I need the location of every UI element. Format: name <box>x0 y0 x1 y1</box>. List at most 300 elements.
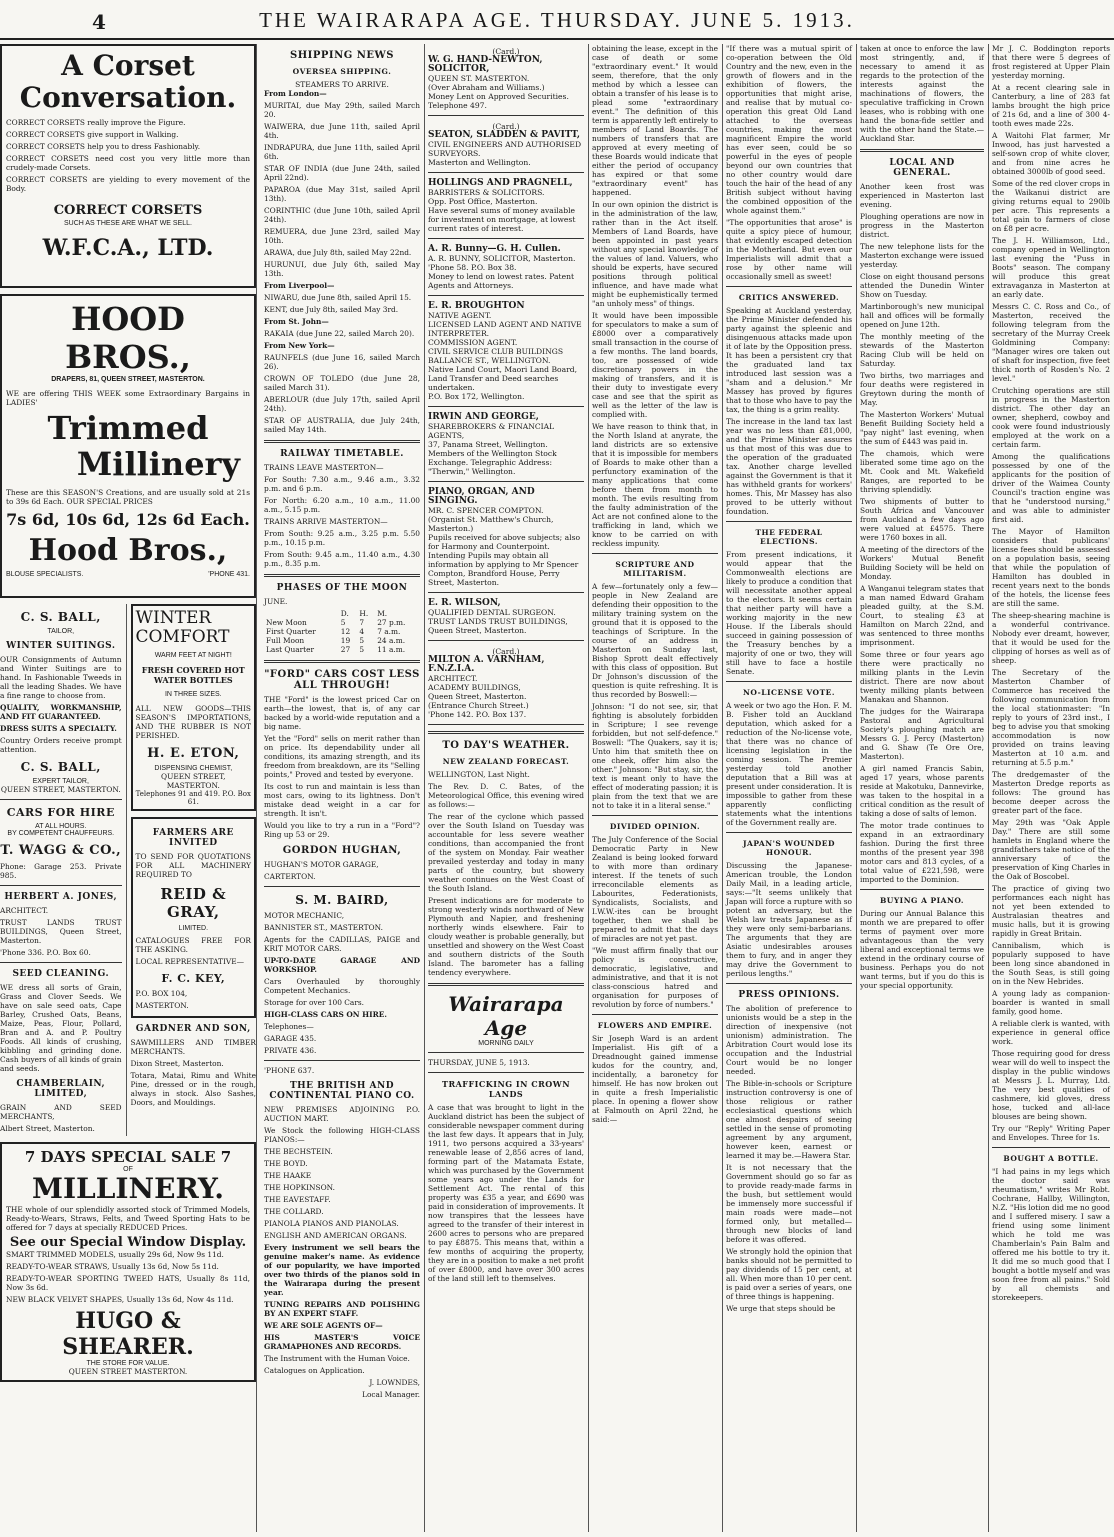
seed-text: WE dress all sorts of Grain, Grass and Clover Seeds. We have on sale seed oats, Cape Barley, Crushed Oats, Beans, Maize, Peas, Flour, Pollard, Bran and A. and P. Poultry Foods. All kinds of crushing, kibbling and grinding done. Cash buyers of all kinds of grain and seeds. <box>0 983 122 1073</box>
ad-winter-comfort <box>131 604 256 811</box>
piano-buy-head: BUYING A PIANO. <box>879 896 965 905</box>
column-editorial-2 <box>722 44 857 1532</box>
card-divider <box>428 238 584 239</box>
cars-phone: Phone: Garage 253. Private 985. <box>0 862 122 880</box>
moon-cell: 27 <box>340 645 351 654</box>
professional-card <box>428 599 584 641</box>
corset-item: CORRECT CORSETS give support in Walking. <box>6 130 179 139</box>
piano-stock: We Stock the following HIGH-CLASS PIANOS:— <box>264 1126 420 1144</box>
ship-newyork-list <box>264 353 420 434</box>
farmers-town: MASTERTON. <box>135 1001 189 1010</box>
bottle-text: "I had pains in my legs which the doctor said was rheumatism," writes Mr Robt. Cochrane, Hallby, Willington, N.Z. "His lotion did me no good and I suffered misery. I saw a friend using some liniment which he told me was Chamberlain's Pain Balm and offered me his bottle to try it. It did me so much good that I bought a bottle myself and was soon free from all pains." Sold by all chemists and storekeepers. <box>992 1167 1110 1302</box>
farmers-cat: CATALOGUES FREE FOR THE ASKING. <box>135 936 251 954</box>
weather-p3: Present indications are for moderate to strong westerly winds northward of New Plymouth and Napier, and freshening northerly winds elsewhere. Fair to cloudy weather is probable generally, but unsettled and showery on the West Coast and southern districts of the South Island. The barometer has a falling tendency everywhere. <box>428 896 584 977</box>
card-line: ARCHITECT. <box>428 674 478 683</box>
c8-items <box>992 44 1110 1142</box>
press-p5: We urge that steps should be <box>726 1304 836 1313</box>
c7-p1: taken at once to enforce the law most stringently, and, if necessary to amend it as regards to the protection of the interests against the machinations of flowers, the speculative trafficking in Crown leases, who is robbing with one hand the bona-fide settler and with the other hand the State.—Auckland Star. <box>860 44 984 143</box>
page-number: 4 <box>92 10 106 34</box>
nolicense-head: NO-LICENSE VOTE. <box>743 688 835 697</box>
baird-hire: HIGH-CLASS CARS ON HIRE. <box>264 1010 387 1019</box>
professional-card <box>428 179 584 239</box>
card-name: E. R. BROUGHTON <box>428 301 525 311</box>
ball-name: C. S. BALL, <box>20 610 101 624</box>
farmers-name: REID & GRAY, <box>160 885 227 921</box>
shipping-from-liverpool: From Liverpool— <box>264 281 335 290</box>
ship-entry: WAIWERA, due June 11th, sailed April 4th. <box>264 122 420 140</box>
card-name: PIANO, ORGAN, AND SINGING. <box>428 487 535 506</box>
moon-cell: 5 <box>359 645 365 654</box>
card-name: A. R. Bunny—G. H. Cullen. <box>428 244 561 254</box>
piano-make: THE COLLARD. <box>264 1207 324 1216</box>
ship-entry: ABERLOUR (due July 17th, sailed April 24th). <box>264 395 420 413</box>
ad-hugo-shearer <box>0 1142 256 1382</box>
corset-item: CORRECT CORSETS need cost you very little more than crudely-made Corsets. <box>6 154 250 172</box>
ship-stjohn-list <box>264 329 420 338</box>
ball-role: EXPERT TAILOR, <box>32 778 89 785</box>
press-p2: The Bible-in-schools or Scripture instruction controversy is one of those religious or rather ecclesiastical questions which one almost despairs of seeing settled in the sense of promoting agreement by any argument, however keen, earnest or learned it may be.—Hawera Star. <box>726 1079 852 1160</box>
card-name: HOLLINGS AND PRAGNELL, <box>428 178 573 188</box>
moon-cell: 4 <box>359 627 365 636</box>
piano-make: ENGLISH AND AMERICAN ORGANS. <box>264 1231 407 1240</box>
card-line: A. R. BUNNY, SOLICITOR, Masterton. <box>428 254 576 263</box>
card-line: (Over Abraham and Williams.) <box>428 83 545 92</box>
local-item: At a recent clearing sale in Canterbury, a line of 283 fat lambs brought the high price of 21s 6d, and a line of 300 4-tooth ewes made 22s. <box>992 83 1110 128</box>
local-head: LOCAL AND GENERAL. <box>889 158 955 178</box>
winter-line2: IN THREE SIZES. <box>164 691 222 698</box>
moon-cell: 5 <box>359 636 365 645</box>
railway-from-south: From South: 9.25 a.m., 3.25 p.m. 5.50 p.m., 10.15 p.m. <box>264 529 420 547</box>
local-item: Some three or four years ago there were practically no milking plants in the Levin district. There are now about twenty milking plants between Manakau and Shannon. <box>860 650 984 704</box>
critics-p1: Speaking at Auckland yesterday, the Prime Minister defended his party against the spleenic and disingenuous attacks made upon it of late by the Opposition press. It has been a persistent cry that the graduated land tax introduced last session was a "sham and a delusion." Mr Massey has proved by figures that to those who have to pay the tax, the thing is a grim reality. <box>726 306 852 414</box>
winter-addr: QUEEN STREET, MASTERTON. <box>161 772 226 790</box>
piano-make: PIANOLA PIANOS AND PIANOLAS. <box>264 1219 399 1228</box>
railway-south: For South: 7.30 a.m., 9.46 a.m., 3.32 p.m. and 6 p.m. <box>264 475 420 493</box>
moon-table <box>264 609 420 654</box>
farmers-rep: LOCAL REPRESENTATIVE— <box>135 957 245 966</box>
gardner-name: GARDNER AND SON, <box>135 1024 251 1034</box>
card-line: QUEEN ST. MASTERTON. <box>428 74 530 83</box>
ford-name: GORDON HUGHAN, <box>282 845 402 856</box>
local-item: A Wanganui telegram states that a man named Edward Graham pleaded guilty, at the S.M. Court, to stealing £3 at Hamilton on March 22nd, and was sentenced to three months imprisonment. <box>860 584 984 647</box>
moon-cell: 27 p.m. <box>377 618 406 627</box>
critics-head: CRITICS ANSWERED. <box>738 293 840 302</box>
flowers-head: FLOWERS AND EMPIRE. <box>597 1021 713 1030</box>
piano-make: THE HOPKINSON. <box>264 1183 335 1192</box>
card-line: LICENSED LAND AGENT AND NATIVE INTERPRETER. <box>428 320 582 338</box>
card-line: Queen Street, Masterton. <box>428 626 527 635</box>
piano-make: THE EAVESTAFF. <box>264 1195 331 1204</box>
sale-window: See our Special Window Display. <box>9 1235 247 1250</box>
card-divider <box>428 592 584 593</box>
c5-p2: In our own opinion the district is in the administration of the law, rather than in the Act itself. Members of Land Boards, have been appointed in past years without any special knowledge of the values of land. Valuers, who should be experts, have secured positions through political influence, and have made what might be euphemistically termed "an unholy mess" of things. <box>592 200 718 308</box>
piano-make: THE HAAKE <box>264 1171 312 1180</box>
ford-head: "FORD" CARS COST LESS ALL THROUGH! <box>264 669 420 691</box>
baird-storage: Storage for over 100 Cars. <box>264 998 365 1007</box>
local-item: Some of the red clover crops in the Waikanui district are giving returns equal to 290lb per acre. This represents a total gain to farmers of close on £8 per acre. <box>992 179 1110 233</box>
moon-col-d: D. <box>340 609 349 618</box>
card-line: Money Lent on Approved Securities. <box>428 92 569 101</box>
moon-cell: 11 a.m. <box>377 645 406 654</box>
card-divider <box>428 295 584 296</box>
hood-prices: 7s 6d, 10s 6d, 12s 6d Each. <box>6 510 250 529</box>
winter-head1: WINTER <box>135 608 212 628</box>
ship-entry: ARAWA, due July 8th, sailed May 22nd. <box>264 248 412 257</box>
local-item: Mr J. C. Boddington reports that there were 5 degrees of frost registered at Upper Plain yesterday morning. <box>992 44 1110 80</box>
local-item: A Waitohi Flat farmer, Mr Inwood, has just harvested a self-sown crop of white clover, and from nine acres he obtained 3000lb of good seed. <box>992 131 1110 176</box>
card-divider <box>428 481 584 482</box>
shipping-head: SHIPPING NEWS <box>290 50 394 61</box>
paper-sub: MORNING DAILY <box>478 1040 534 1047</box>
piano-make: THE BOYD. <box>264 1159 308 1168</box>
ford-p2: Yet the "Ford" sells on merit rather than on price. Its dependability under all conditions, its amazing strength, and its freedom from breakdown, are its "Selling points," Proved and tested by everyone. <box>264 734 420 779</box>
hood-footer-left: BLOUSE SPECIALISTS. <box>6 571 84 578</box>
ad-gardner <box>131 1024 256 1107</box>
ship-entry: MURITAI, due May 29th, sailed March 20. <box>264 101 420 119</box>
baird-tel: Telephones— <box>264 1022 314 1031</box>
local-item: Cannibalism, which is popularly supposed to have been long since abandoned in the South Seas, is still going on in the New Hebrides. <box>992 941 1110 986</box>
shipping-sub: OVERSEA SHIPPING. <box>292 67 392 76</box>
card-line: BARRISTERS & SOLICITORS. <box>428 188 545 197</box>
moon-cell: 12 <box>340 627 351 636</box>
baird-role: MOTOR MECHANIC, <box>264 911 345 920</box>
piano-name: THE BRITISH AND CONTINENTAL PIANO CO. <box>269 1081 415 1101</box>
card-line: CIVIL SERVICE CLUB BUILDINGS BALLANCE ST., WELLINGTON. <box>428 347 564 365</box>
ship-entry: RAKAIA (due June 22, sailed March 20). <box>264 329 415 338</box>
local-item: The sheep-shearing machine is a wonderful contrivance. Nobody ever dreamt, however, that it would be used for the clipping of horses as well as of sheep. <box>992 611 1110 665</box>
jones-role: ARCHITECT. <box>0 906 49 915</box>
card-name: IRWIN AND GEORGE, <box>428 412 539 422</box>
local-item: Two shipments of butter to South Africa and Vancouver from Auckland a few days ago were valued at £4575. There were 1760 boxes in all. <box>860 497 984 542</box>
shipping-from-stjohn: From St. John— <box>264 317 329 326</box>
ball-line3: Country Orders receive prompt attention. <box>0 736 122 754</box>
hood-addr: DRAPERS, 81, QUEEN STREET, MASTERTON. <box>51 376 205 383</box>
column-editorial-1 <box>588 44 723 1532</box>
piano-human: The Instrument with the Human Voice. <box>264 1354 410 1363</box>
press-p1: The abolition of preference to unionists would be a step in the direction of inexpensive (not unionism) administration. The Arbitration Court would lose its occupation and the Industrial Court would be no longer needed. <box>726 1004 852 1076</box>
card-line: SHAREBROKERS & FINANCIAL AGENTS, <box>428 422 555 440</box>
farmers-text: TO SEND FOR QUOTATIONS FOR ALL MACHINERY REQUIRED TO <box>135 852 251 879</box>
local-item: May 29th was "Oak Apple Day." There are still some hamlets in England where the grandfathers take notice of the anniversary of the preservation of King Charles in the Oak of Boscobel. <box>992 818 1110 881</box>
card-tag: (Card.) <box>492 122 520 131</box>
moon-cell: 5 <box>340 618 346 627</box>
shipping-from-london: From London— <box>264 89 327 98</box>
card-line: Opp. Post Office, Masterton. <box>428 197 538 206</box>
column-cards <box>424 44 589 1532</box>
c5-p4: We have reason to think that, in the North Island at anyrate, the land districts are so extensive that it is impossible for members of Boards to make other than a perfunctory examination of the many applications that come before them from month to month. The evils resulting from the faulty administration of the Act are not confined alone to the trafficking in land, which we know to be carried on with reckless impunity. <box>592 422 718 548</box>
farmers-box: P.O. BOX 104, <box>135 989 188 998</box>
card-name: W. G. HAND-NEWTON, SOLICITOR, <box>428 55 543 74</box>
shipping-from-newyork: From New York— <box>264 341 335 350</box>
column-1 <box>0 44 257 1532</box>
cars-by: BY COMPETENT CHAUFFEURS. <box>7 830 115 837</box>
card-divider <box>428 115 584 116</box>
farmers-head: FARMERS ARE INVITED <box>152 828 234 848</box>
local-item: A meeting of the directors of the Workers' Mutual Benefit Building Society will be held on Monday. <box>860 545 984 581</box>
professional-cards <box>428 47 584 725</box>
corset-item: CORRECT CORSETS really improve the Figure. <box>6 118 186 127</box>
japan-p1: Discussing the Japanese-American trouble, the London Daily Mail, in a leading article, says:—"It seems unlikely that Japan will force a rupture with so potent an adversary, but the Welsh law treats Japanese as if they were only semi-barbarians. The arguments that they are Asiatic undesirables arouses them to fury, and in anger they may drive the Government to perilous lengths." <box>726 861 852 978</box>
corset-line2: Conversation. <box>19 81 237 114</box>
c6-p1: "If there was a mutual spirit of co-operation between the Old Country and the new, even in the growth of flowers and in the exhibition of flowers, the opportunities that might arise, and realise that by mutual co-operation this great Old Land attached to the overseas countries, making the most magnificent Empire the world has ever seen, could be so powerful in the eyes of people beyond our own countries that no other country would dare touch the hair of the head of any British subject without having the combined opposition of the whole against them." <box>726 44 852 215</box>
sale-item: READY-TO-WEAR SPORTING TWEED HATS, Usually 8s 11d, Now 3s 6d. <box>6 1274 250 1292</box>
sale-tag: THE STORE FOR VALUE. <box>86 1360 170 1367</box>
local-item: A reliable clerk is wanted, with experience in general office work. <box>992 1019 1110 1046</box>
ship-entry: CROWN OF TOLEDO (due June 28, sailed March 31). <box>264 374 420 392</box>
ship-entry: PAPAROA (due May 31st, sailed April 13th). <box>264 185 420 203</box>
ball-line2: DRESS SUITS A SPECIALTY. <box>0 724 117 733</box>
winter-text: ALL NEW GOODS—THIS SEASON'S IMPORTATIONS, AND THE RUBBER IS NOT PERISHED. <box>135 704 251 740</box>
scripture-p1: A few—fortunately only a few—people in New Zealand are defending their opposition to the military training system on the ground that it is opposed to the teachings of Scripture. In the course of an address in Masterton on Sunday last, Bishop Sprott dealt effectively with this class of opposition. But Dr Johnson's discussion of the question is quite refreshing. It is thus recorded by Boswell:— <box>592 582 718 699</box>
card-line: (Entrance Church Street.) <box>428 701 529 710</box>
card-line: COMMISSION AGENT. <box>428 338 518 347</box>
baird-garage-no: GARAGE 435. <box>264 1034 317 1043</box>
piano-sig1: J. LOWNDES, <box>369 1378 420 1387</box>
winter-name: H. E. ETON, <box>147 746 240 761</box>
card-line: MR. C. SPENCER COMPTON. <box>428 506 544 515</box>
sale-of: OF <box>123 1166 133 1173</box>
card-line: ACADEMY BUILDINGS, <box>428 683 521 692</box>
card-line: Masterton and Wellington. <box>428 158 531 167</box>
card-tag: (Card.) <box>492 647 520 656</box>
moon-cell: 19 <box>340 636 351 645</box>
paper-p1: A case that was brought to light in the Auckland district has been the subject of considerable newspaper comment during the last few days. It appears that in July, 1911, two persons acquired a 33-years' renewable lease of 2,856 acres of land, forming part of the Matamata Estate, which was purchased by the Government some years ago under the Lands for Settlement Act. The rental of this property was £35 a year, and £690 was paid in consideration of improvements. It now transpires that the lessees have agreed to the transfer of their interest in 2600 acres to persons who are prepared to pay £8875. This means that, within a few months of acquiring the property, they are in a position to make a net profit of over £8000, and have over 300 acres of the land still left to themselves. <box>428 1103 584 1283</box>
hood-big1: Trimmed <box>47 409 209 447</box>
card-line: (Organist St. Matthew's Church, Masterton.) <box>428 515 554 533</box>
moon-cell: 7 <box>359 618 365 627</box>
gardner-addr: Dixon Street, Masterton. <box>130 1059 224 1068</box>
piano-list <box>264 1147 420 1240</box>
divided-p1: The July Conference of the Social Democratic Party in New Zealand is being looked forward to with more than ordinary interest. If the tenets of such irreconcilable elements as Labourites, Federationists, Syndicalists, Socialists, and I.W.W.-ites can be brought together, then we shall be prepared to admit that the days of miracles are not yet past. <box>592 835 718 943</box>
moon-col-h: H. <box>359 609 369 618</box>
moon-row <box>264 627 420 636</box>
hood-big2: Millinery <box>76 445 240 483</box>
sale-item: SMART TRIMMED MODELS, usually 29s 6d, Now 9s 11d. <box>6 1250 224 1259</box>
card-line: 37, Panama Street, Wellington. <box>428 440 548 449</box>
local-item: The practice of giving two performances each night has not yet been extended to Australasian theatres and music halls, but it is growing rapidly in Great Britain. <box>992 884 1110 938</box>
c6-p2: "The opportunities that arose" is quite a spicy piece of humour, that evidently escaped detection in the Motherland. But even our Imperialists will admit that a rose by other name will occasionally smell as sweet! <box>726 218 852 281</box>
railway-north: For North: 6.20 a.m., 10 a.m., 11.00 a.m., 5.15 p.m. <box>264 496 420 514</box>
moon-month: JUNE. <box>264 597 288 606</box>
ship-entry: NIWARU, due June 8th, sailed April 15. <box>264 293 412 302</box>
ad-farmers <box>131 817 256 1018</box>
farmers-sub: LIMITED. <box>178 925 209 932</box>
hood-name2: Hood Bros., <box>28 533 228 568</box>
local-item: Among the qualifications possessed by one of the applicants for the position of driver of the Waimea County Council's traction engine was that he "understood nursing," and was able to administer first aid. <box>992 452 1110 524</box>
moon-col-m: M. <box>377 609 388 618</box>
ball-line1: QUALITY, WORKMANSHIP, AND FIT GUARANTEED. <box>0 703 122 721</box>
card-line: NATIVE AGENT. <box>428 311 492 320</box>
scripture-head: SCRIPTURE AND MILITARISM. <box>615 560 695 578</box>
piano-buy-text: During our Annual Balance this month we are prepared to offer terms of payment over more advantageous than the very liberal and exceptional terms we extend in the ordinary course of business. Perhaps you do not want terms, but if you do this is your special opportunity. <box>860 909 984 990</box>
seed-addr: Albert Street, Masterton. <box>0 1124 95 1133</box>
corset-line1: A Corset <box>61 49 195 82</box>
moon-cell: Full Moon <box>266 636 305 645</box>
corset-firm: W.F.C.A., LTD. <box>42 235 214 261</box>
professional-card <box>428 647 584 725</box>
divided-p2: "We must affirm finally that our policy is constructive, democratic, legislative, and administrative, and that it is not class-conscious hatred and organisation for purposes of revolution by force of numbers." <box>592 946 718 1009</box>
local-item: Ploughing operations are now in progress in the Masterton district. <box>860 212 984 239</box>
professional-card <box>428 413 584 482</box>
shipping-steamers: STEAMERS TO ARRIVE. <box>295 80 389 89</box>
gardner-role: SAWMILLERS AND TIMBER MERCHANTS. <box>130 1038 256 1056</box>
moon-row <box>264 618 420 627</box>
winter-line1: FRESH COVERED HOT WATER BOTTLES <box>141 665 245 685</box>
japan-head: JAPAN'S WOUNDED HONOUR. <box>742 839 836 857</box>
card-line: P.O. Box 172, Wellington. <box>428 392 525 401</box>
ship-entry: HURUNUI, due July 6th, sailed May 13th. <box>264 260 420 278</box>
ad-corset <box>0 44 256 288</box>
winter-head2: COMFORT <box>135 627 230 647</box>
moon-row <box>264 645 420 654</box>
railway-head: RAILWAY TIMETABLE. <box>280 449 404 459</box>
card-divider <box>428 172 584 173</box>
c5-p3: It would have been impossible for speculators to make a sum of £8000 over a comparatively small transaction in the course of a few months. The land boards, too, are possessed of wide discretionary powers in the making of transfers, and it is their duty to investigate every case and see that the spirit as well as the letter of the law is complied with. <box>592 311 718 419</box>
elections-head: THE FEDERAL ELECTIONS. <box>755 528 823 546</box>
local-item: Messrs C. C. Ross and Co., of Masterton, received the following telegram from the secretary of the Murray Creek Goldmining Company: "Manager wires ore taken out of shaft for inspection, five feet thick north of Rosden's No. 2 level." <box>992 302 1110 383</box>
ship-liverpool-list <box>264 293 420 314</box>
ball-head: WINTER SUITINGS. <box>6 641 116 651</box>
jones-phone: 'Phone 336. P.O. Box 60. <box>0 948 91 957</box>
sale-item: READY-TO-WEAR STRAWS, Usually 13s 6d, Now 5s 11d. <box>6 1262 219 1271</box>
gardner-text: Totara, Matai, Rimu and White Pine, dressed or in the rough, always in stock. Also Sashes, Doors, and Mouldings. <box>130 1071 256 1107</box>
weather-p1: The Rev. D. C. Bates, of the Meteorological Office, this evening wired as follows:— <box>428 782 584 809</box>
card-name: E. R. WILSON, <box>428 598 501 608</box>
local-item: Crutching operations are still in progress in the Masterton district. The other day an owner, shepherd, cowboy and cook were found industriously employed at the work on a certain farm. <box>992 386 1110 449</box>
ford-garage: HUGHAN'S MOTOR GARAGE, <box>264 860 379 869</box>
card-line: Members of the Wellington Stock Exchange. Telegraphic Address: "Therwin," Wellington. <box>428 449 557 476</box>
local-item: Those requiring good for dress wear will do well to inspect the display in the public windows at Messrs J. L. Murray, Ltd. The very best qualities of cashmere, kid gloves, dress hose, tucked and all-lace blouses are being shown. <box>992 1049 1110 1121</box>
farmers-agent: F. C. KEY, <box>161 972 226 985</box>
ball-name2: C. S. BALL, <box>20 760 101 774</box>
winter-sub: WARM FEET AT NIGHT! <box>154 652 232 659</box>
card-line: Pupils received for above subjects; also for Harmony and Counterpoint. Intending Pupils may obtain all information by applying to Mr Spencer Compton, Brandford House, Perry Street, Masterton. <box>428 533 581 587</box>
corset-items <box>6 118 250 193</box>
local-item: The judges for the Wairarapa Pastoral and Agricultural Society's ploughing match are Messrs G. J. Percy (Masterton) and G. Shaw (Te Ore Ore, Masterton). <box>860 707 984 761</box>
ball-addr: QUEEN STREET, MASTERTON. <box>0 785 121 794</box>
professional-card <box>428 488 584 593</box>
local-items <box>860 182 984 884</box>
card-line: Queen Street, Masterton. <box>428 692 527 701</box>
local-item: Close on eight thousand persons attended the Dunedin Winter Show on Tuesday. <box>860 272 984 299</box>
piano-phone: 'PHONE 637. <box>264 1066 315 1075</box>
seed-head: SEED CLEANING. <box>12 969 110 979</box>
jones-addr: TRUST LANDS TRUST BUILDINGS, Queen Street, Masterton. <box>0 918 122 945</box>
hood-intro: WE are offering THIS WEEK some Extraordinary Bargains in LADIES' <box>6 389 250 407</box>
weather-head: TO DAY'S WEATHER. <box>442 740 570 751</box>
railway-arrive: TRAINS ARRIVE MASTERTON— <box>264 517 388 526</box>
card-tag: (Card.) <box>492 47 520 56</box>
ball-text: OUR Consignments of Autumn and Winter Suitings are to hand. In Fashionable Tweeds in all the leading Shades. We have a fine range to choose from. <box>0 655 122 700</box>
card-line: Telephone 497. <box>428 101 487 110</box>
local-item: The dredgemaster of the Masterton Dredge reports as follows: The ground has become deeper across the greater part of the face. <box>992 770 1110 815</box>
moon-cell: First Quarter <box>266 627 316 636</box>
sale-big: MILLINERY. <box>31 1172 225 1205</box>
paper-date: THURSDAY, JUNE 5, 1913. <box>428 1058 530 1067</box>
card-line: 'Phone 142. P.O. Box 137. <box>428 710 527 719</box>
ship-london-list <box>264 101 420 278</box>
flowers-p1: Sir Joseph Ward is an ardent Imperialist. His gift of a Dreadnought gained immense kudos for the country, and, incidentally, a baronetcy for himself. He has now broken out in quite a fresh Imperialistic place. In opening a flower show at Falmouth on April 22nd, he said:— <box>592 1034 718 1124</box>
ship-entry: STAR OF AUSTRALIA, due July 24th, sailed May 14th. <box>264 416 420 434</box>
moon-head: PHASES OF THE MOON <box>276 583 408 593</box>
local-item: The chamois, which were liberated some time ago on the Mt. Cook and Mt. Wakefield Ranges, are reported to be thriving splendidly. <box>860 449 984 494</box>
moon-cell: 24 a.m. <box>377 636 406 645</box>
column-local-general-2 <box>988 44 1114 1532</box>
paper-head: TRAFFICKING IN CROWN LANDS <box>441 1079 571 1099</box>
hood-text: These are this SEASON'S Creations, and are usually sold at 21s to 39s 6d Each. OUR SPECIAL PRICES <box>6 488 250 506</box>
corset-sub: SUCH AS THESE ARE WHAT WE SELL. <box>64 220 192 227</box>
sale-text: THE whole of our splendidly assorted stock of Trimmed Models, Ready-to-Wears, Straws, Felts, and Tweed Sporting Hats to be offered for 7 days at specially REDUCED Prices. <box>6 1205 250 1232</box>
ship-entry: RAUNFELS (due June 16, sailed March 26). <box>264 353 420 371</box>
professional-card <box>428 47 584 116</box>
col1-right-ads <box>127 604 256 1136</box>
local-item: Another keen frost was experienced in Masterton last evening. <box>860 182 984 209</box>
sale-items <box>6 1250 250 1304</box>
jones-name: HERBERT A. JONES, <box>4 892 118 902</box>
column-shipping <box>260 44 425 1532</box>
card-divider <box>428 724 584 725</box>
ford-p3: Its cost to run and maintain is less than most cars, owing to its lightness. Don't mistake dead weight in a car for strength. It isn't. <box>264 782 420 818</box>
critics-p2: The increase in the land tax last year was no less than £81,000, and the Prime Minister assures us that most of this was due to the operation of the graduated tax. Another charge levelled against the Government is that it has withheld grants for workers' homes. This, Mr Massey has also proved to be utterly without foundation. <box>726 417 852 516</box>
press-p4: We strongly hold the opinion that banks should not be permitted to pay dividends of 15 per cent, at all. When more than 10 per cent. is paid over a series of years, one of three things is happening. <box>726 1247 852 1301</box>
local-item: The motor trade continues to expand in an extraordinary fashion. During the first three months of the present year 398 motor cars and 813 cycles, of a total value of £221,598, were imported to the Dominion. <box>860 821 984 884</box>
local-item: The Secretary of the Masterton Chamber of Commerce has received the following communication from the local stationmaster: "In reply to yours of 23rd inst., I beg to advise you that smoking accommodation is now provided on trains leaving Masterton at 10 a.m. and returning at 5.5 p.m." <box>992 668 1110 767</box>
corset-heading: CORRECT CORSETS <box>53 203 203 218</box>
card-line: Have several sums of money available for investment on mortgage, at lowest current rates of interest. <box>428 206 576 233</box>
corset-item: CORRECT CORSETS are yielding to every movement of the Body. <box>6 175 250 193</box>
sale-addr: QUEEN STREET MASTERTON. <box>68 1367 188 1376</box>
paper-name: Wairarapa Age <box>448 992 564 1040</box>
moon-cell: 7 a.m. <box>377 627 401 636</box>
scripture-p2: Johnson: "I do not see, sir, that fighting is absolutely forbidden in Scripture; I see revenge forbidden, but not self-defence." Boswell: "The Quakers, say it is; Unto him that smiteth thee on one cheek, offer him also the other." Johnson: "But stay, sir, the text is meant only to have the effect of moderating passion; it is plain from the text that we are not to take it in a literal sense." <box>592 702 718 810</box>
local-item: Two births, two marriages and four deaths were registered in Greytown during the month of May. <box>860 371 984 407</box>
bottle-head: BOUGHT A BOTTLE. <box>1003 1154 1099 1163</box>
col1-left-ads <box>0 604 127 1136</box>
railway-from-north: From South: 9.45 a.m., 11.40 a.m., 4.30 p.m., 8.35 p.m. <box>264 550 420 568</box>
corset-item: CORRECT CORSETS help you to dress Fashionably. <box>6 142 201 151</box>
ship-entry: REMUERA, due June 23rd, sailed May 10th. <box>264 227 420 245</box>
railway-leave: TRAINS LEAVE MASTERTON— <box>264 463 384 472</box>
nolicense-p1: A week or two ago the Hon. F. M. B. Fisher told an Auckland deputation, which asked for a reduction of the No-license vote, that there was no chance of licensing legislation in the coming session. The Premier yesterday told another deputation that a Bill was at present under consideration. It is impossible to gather from these apparently conflicting statements what the intentions of the Government really are. <box>726 701 852 827</box>
professional-card <box>428 302 584 407</box>
masthead-title: THE WAIRARAPA AGE. THURSDAY. JUNE 5. 1913. <box>259 8 855 32</box>
moon-cell: Last Quarter <box>266 645 315 654</box>
card-divider <box>428 640 584 641</box>
professional-card <box>428 245 584 296</box>
sale-firm: HUGO & SHEARER. <box>62 1308 194 1360</box>
local-item: A girl named Francis Sabin, aged 17 years, whose parents reside at Makotuku, Dannevirke, was taken to the hospital in a critical condition as the result of taking a dose of salts of lemon. <box>860 764 984 818</box>
baird-addr: BANNISTER ST., MASTERTON. <box>264 923 383 932</box>
baird-private-no: PRIVATE 436. <box>264 1046 317 1055</box>
cars-name: T. WAGG & CO., <box>0 843 122 858</box>
divided-head: DIVIDED OPINION. <box>609 822 701 831</box>
local-item: The Masterton Workers' Mutual Benefit Building Society held a "pay night" last evening, when the sum of £443 was paid in. <box>860 410 984 446</box>
piano-hmv: HIS MASTER'S VOICE GRAMAPHONES AND RECORDS. <box>264 1333 420 1351</box>
piano-sig2: Local Manager. <box>362 1390 420 1399</box>
ford-p1: THE "Ford" is the lowest priced Car on earth—the lowest, that is, of any car backed by a world-wide reputation and a big name. <box>264 695 420 731</box>
hood-footer-right: 'PHONE 431. <box>208 571 250 578</box>
piano-make: THE BECHSTEIN. <box>264 1147 333 1156</box>
ship-entry: CORINTHIC (due June 10th, sailed April 24th). <box>264 206 420 224</box>
seed-name: CHAMBERLAIN, LIMITED, <box>16 1079 106 1099</box>
card-line: TRUST LANDS TRUST BUILDINGS, <box>428 617 568 626</box>
piano-premises: NEW PREMISES ADJOINING P.O. AUCTION MART. <box>264 1105 420 1123</box>
seed-role: GRAIN AND SEED MERCHANTS, <box>0 1103 122 1121</box>
ford-town: CARTERTON. <box>264 872 316 881</box>
ad-hood-bros <box>0 294 256 598</box>
local-item: The J. H. Williamson, Ltd., company opened in Wellington last evening the "Puss in Boots" season. The company will produce this great extravaganza in Masterton at an early date. <box>992 236 1110 299</box>
piano-cat: Catalogues on Application. <box>264 1366 365 1375</box>
